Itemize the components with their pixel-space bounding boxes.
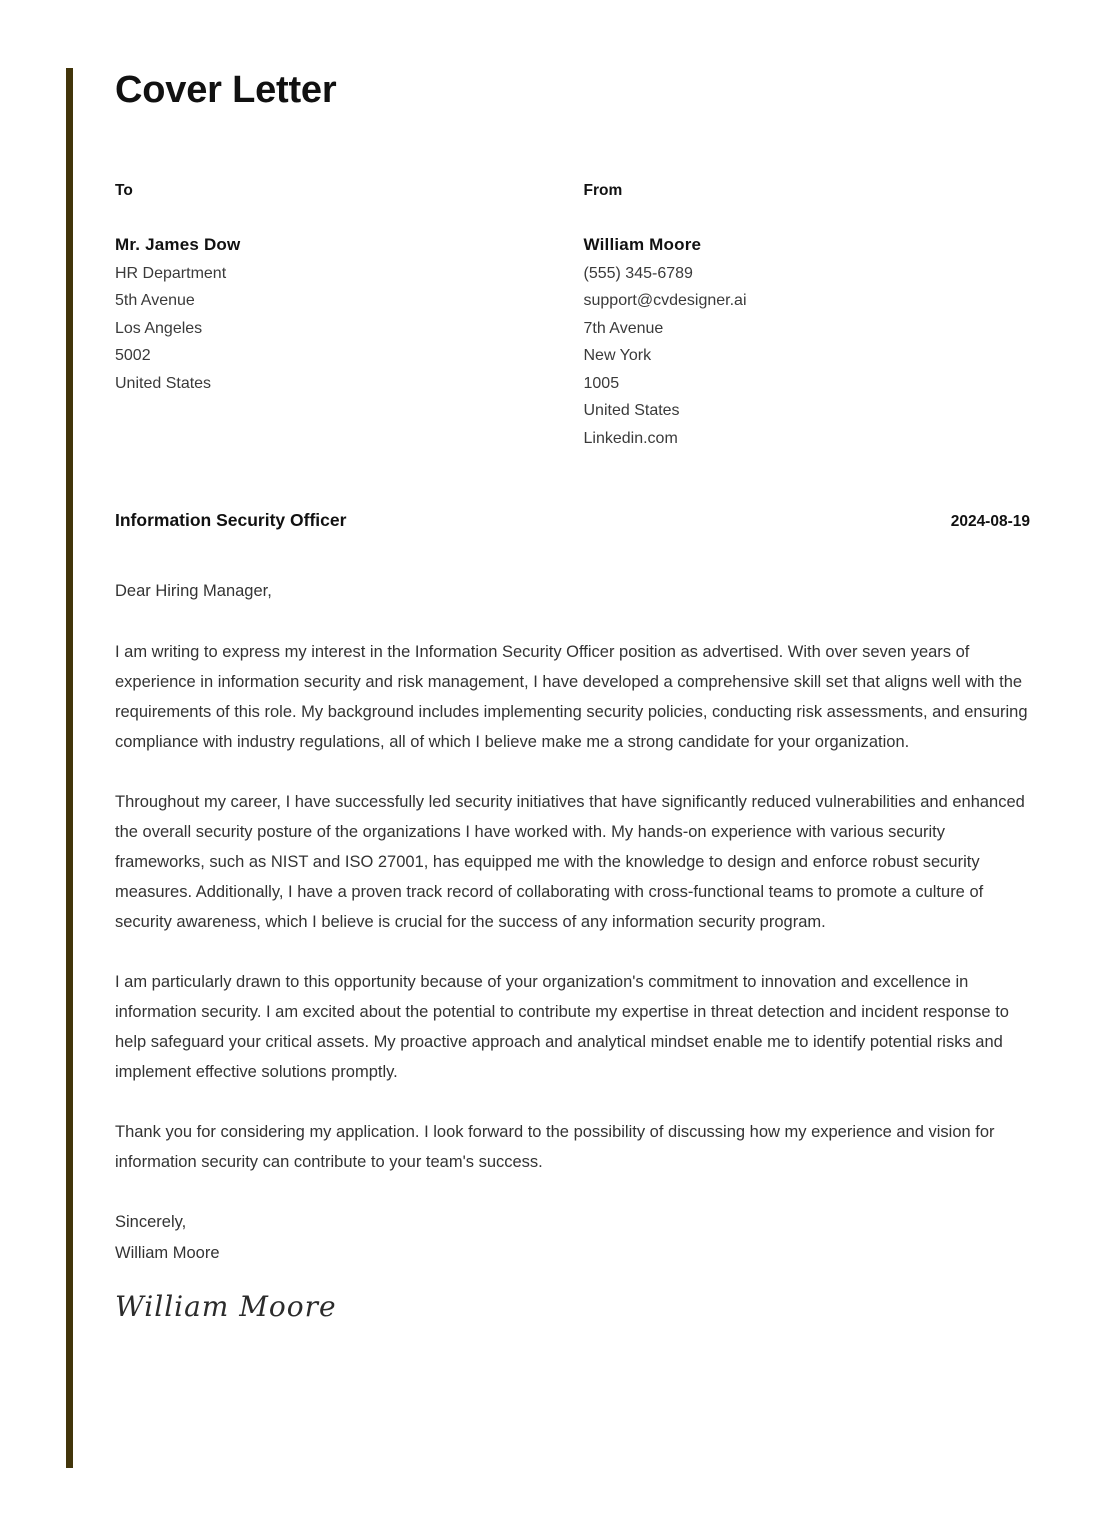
recipient-line-2: 5th Avenue: [115, 292, 195, 310]
address-row: [115, 182, 1030, 452]
recipient-name: Mr. James Dow: [115, 235, 241, 255]
salutation: Dear Hiring Manager,: [115, 582, 272, 601]
sender-website: Linkedin.com: [583, 429, 678, 447]
sender-city: New York: [583, 347, 652, 365]
letter-body: [115, 579, 1030, 1323]
sender-street: 7th Avenue: [583, 319, 664, 337]
recipient-line-1: HR Department: [115, 264, 227, 282]
sender-country: United States: [583, 402, 680, 420]
subject-date-row: [115, 510, 1030, 531]
letter-date: 2024-08-19: [950, 513, 1030, 531]
body-paragraph-4: Thank you for considering my application. I look forward to the possibility of discussing how my experience and vision for information security can contribute to your team's success.: [115, 1123, 995, 1172]
closing-block: [115, 1207, 1030, 1324]
left-accent-bar: [66, 68, 73, 1468]
sender-name: William Moore: [583, 235, 702, 255]
page-title: Cover Letter: [115, 69, 337, 111]
closing-salutation: Sincerely,: [115, 1213, 187, 1232]
sender-email: support@cvdesigner.ai: [583, 292, 747, 310]
body-paragraph-3: I am particularly drawn to this opportunity because of your organization's commitment to innovation and excellence in information security. I am excited about the potential to contribute my expertise in threat detection and incident response to help safeguard your critical assets. My proactive approach and analytical mindset enable me to identify potential risks and implement effective solutions promptly.: [115, 972, 1009, 1081]
sender-phone: (555) 345-6789: [583, 264, 693, 282]
recipient-label: To: [115, 181, 133, 199]
sender-block: [562, 182, 1031, 452]
body-paragraph-2: Throughout my career, I have successfully led security initiatives that have significantly reduced vulnerabilities and enhanced the overall security posture of the organizations I have worked with. My hands-on experience with various security frameworks, such as NIST and ISO 27001, has equipped me with the knowledge to design and enforce robust security measures. Additionally, I have a proven track record of collaborating with cross-functional teams to promote a culture of security awareness, which I believe is crucial for the success of any information security program.: [115, 792, 1025, 931]
recipient-line-4: 5002: [115, 347, 151, 365]
letter-content: [115, 60, 1030, 1324]
recipient-line-5: United States: [115, 374, 212, 392]
recipient-line-3: Los Angeles: [115, 319, 203, 337]
body-paragraph-1: I am writing to express my interest in the Information Security Officer position as advertised. With over seven years of experience in information security and risk management, I have developed a comprehensive skill set that aligns well with the requirements of this role. My background includes implementing security policies, conducting risk assessments, and ensuring compliance with industry regulations, all of which I believe make me a strong candidate for your organization.: [115, 642, 1028, 751]
job-title: Information Security Officer: [115, 510, 347, 531]
closing-sender-name: William Moore: [115, 1243, 220, 1262]
sender-postcode: 1005: [583, 374, 620, 392]
sender-label: From: [583, 181, 623, 199]
signature-image: William Moore: [115, 1290, 337, 1324]
recipient-block: [115, 182, 562, 452]
